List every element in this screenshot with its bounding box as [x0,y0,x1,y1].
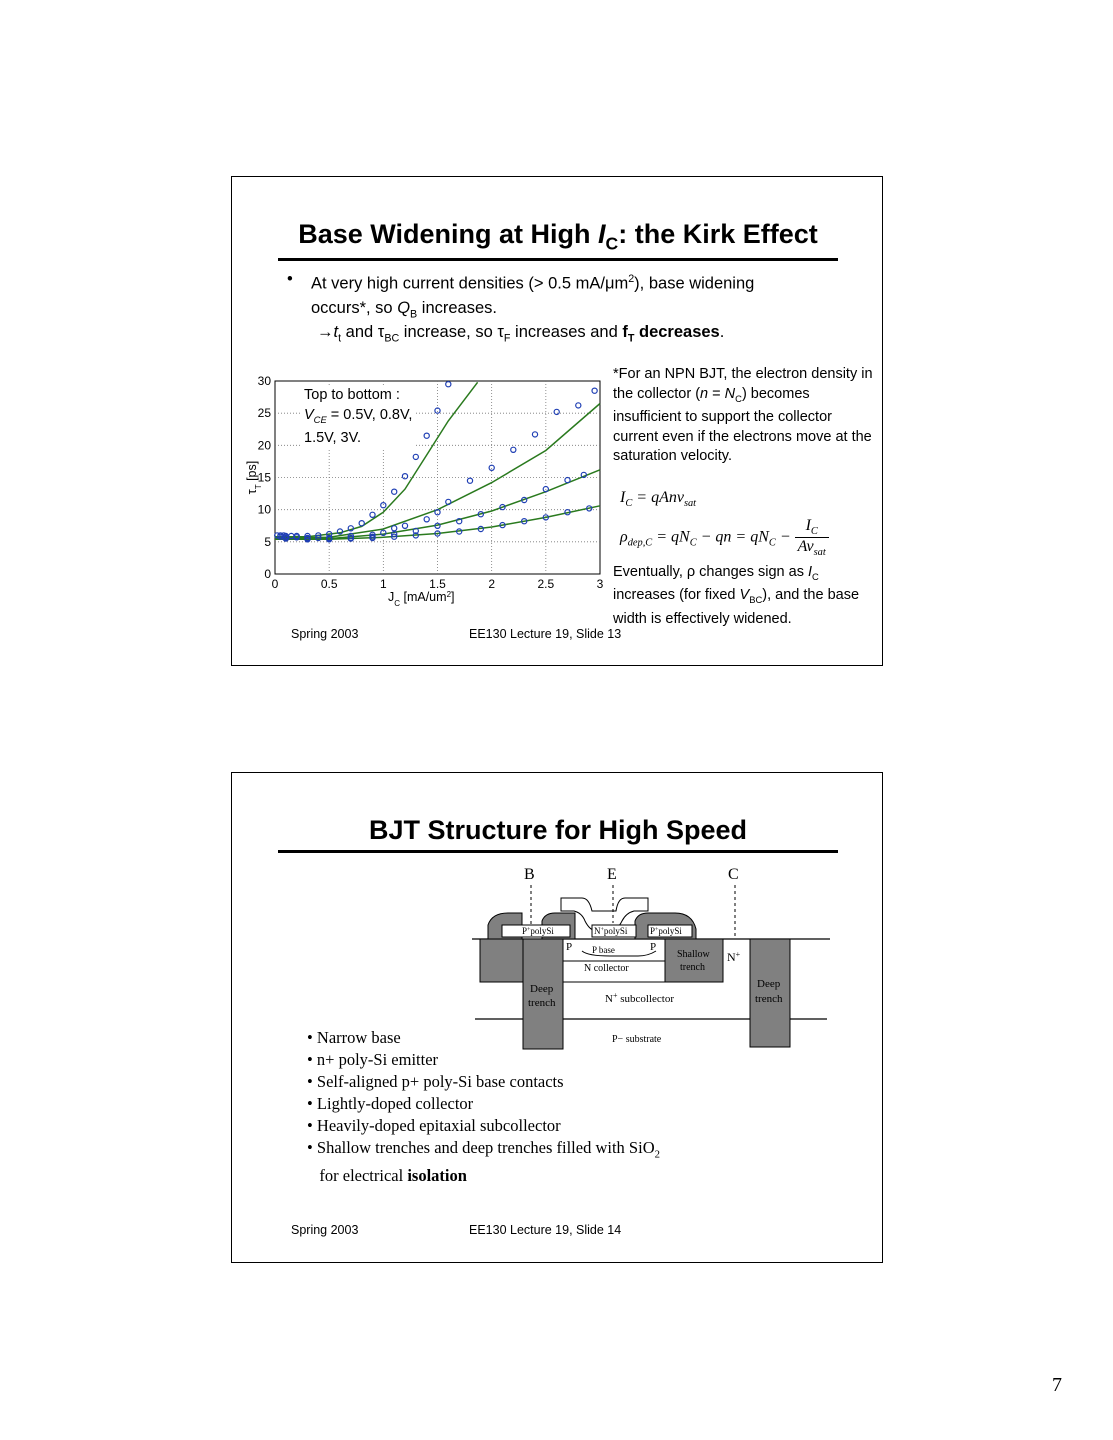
footer-slide-id: EE130 Lecture 19, Slide 14 [469,1223,622,1237]
depletion-charge-equation: $\rho_{dep,C} = qN_C$ − qn = $qN_C$ − $\frac{I_C}{Av_{sat}}$ [620,517,829,558]
x-tick-label: 0.5 [320,577,338,591]
label-B: B [524,866,535,883]
left-isolation-block [480,939,525,982]
npn-footnote: *For an NPN BJT, the electron density in the collector $(n = N_C)$ becomes insufficient to support the collector current even if the electrons move at the saturation velocity. [613,366,873,465]
y-tick-label: 15 [257,470,271,485]
x-axis-label: $J_C$ $[mA/um^2]$ [387,589,455,608]
label-n-plus: N+ [727,949,741,964]
shallow-trench [665,939,723,982]
fraction: $\frac{I_C}{Av_{sat}}$ [795,517,829,558]
x-tick-label: 1 [379,577,387,591]
feature-list [307,1027,660,1187]
y-tick-label: 5 [264,534,271,549]
x-tick-label: 2 [488,577,496,591]
label-subcollector: N+ subcollector [605,990,674,1005]
bullet-marker: • [287,270,293,288]
y-tick-label: 0 [264,567,271,581]
label-substrate: P− substrate [612,1034,662,1045]
label-deep-trench-right-2: trench [755,993,783,1005]
label-shallow-trench-1: Shallow [677,949,710,960]
collector-current-equation: $I_C$ = qAnv$_{sat}$ [620,489,697,510]
x-tick-label: 1.5 [429,577,446,591]
slide-title: BJT Structure for High Speed [278,815,838,853]
slide-14 [231,772,883,1263]
page-number: 7 [1052,1374,1062,1396]
x-tick-label: 0 [271,577,279,591]
list-item-continuation: for electrical isolation [307,1166,467,1186]
footer-date: Spring 2003 [291,1223,359,1237]
slide-13 [231,176,883,666]
label-deep-trench-right-1: Deep [757,978,781,990]
y-tick-label: 30 [257,374,271,388]
bullet-kirk: • At very high current densities (> 0.5 $mA/\mu m^2$), base widening occurs*, so $Q_B$ increases. [287,267,807,326]
y-tick-label: 20 [257,438,271,453]
label-p-left: P [566,941,573,953]
list-item: • Heavily-doped epitaxial subcollector [307,1116,561,1135]
label-n-collector: N collector [584,963,629,974]
list-item: • Self-aligned p+ poly-Si base contacts [307,1072,564,1091]
slide-title: Base Widening at High $I_C$: the Kirk Effect [278,219,838,261]
list-item: • n+ poly-Si emitter [307,1050,439,1069]
footer-slide-id: EE130 Lecture 19, Slide 13 [469,627,622,641]
tau-vs-jc-chart [240,373,612,613]
y-tick-label: 25 [257,406,271,421]
label-deep-trench-left-1: Deep [530,983,554,995]
label-n-polysi: N+polySi [594,926,628,936]
label-p-polysi-right: P+polySi [650,926,682,936]
bjt-cross-section-diagram [470,861,830,1051]
label-C: C [728,866,739,883]
footer-date: Spring 2003 [291,627,359,641]
list-item: • Shallow trenches and deep trenches filled with SiO$_2$ [307,1138,660,1161]
label-shallow-trench-2: trench [680,962,705,973]
label-p-base: P base [592,945,615,955]
consequence-line: $\to t_t$ and $\tau_{BC}$ increase, so $\tau_F$ increases and $f_T$ decreases. [317,323,725,345]
y-tick-label: 10 [257,502,271,517]
sign-change-note: Eventually, ρ changes sign as $I_C$ increases (for fixed $V_{BC}$), and the base width is effectively widened. [613,564,860,627]
label-p-right: P [650,941,657,953]
y-axis-label: $\tau_T$ [ps] [245,460,263,495]
label-deep-trench-left-2: trench [528,997,556,1009]
x-tick-label: 2.5 [537,577,555,591]
chart-legend-note: Top to bottom : $V_{CE} = 0.5V$, 0.8V, 1.5V, 3V. [302,385,414,449]
x-tick-label: 3 [596,577,604,591]
label-p-polysi-left: P+polySi [522,926,554,936]
label-E: E [607,866,617,883]
list-item: • Narrow base [307,1028,401,1047]
list-item: • Lightly-doped collector [307,1094,474,1113]
